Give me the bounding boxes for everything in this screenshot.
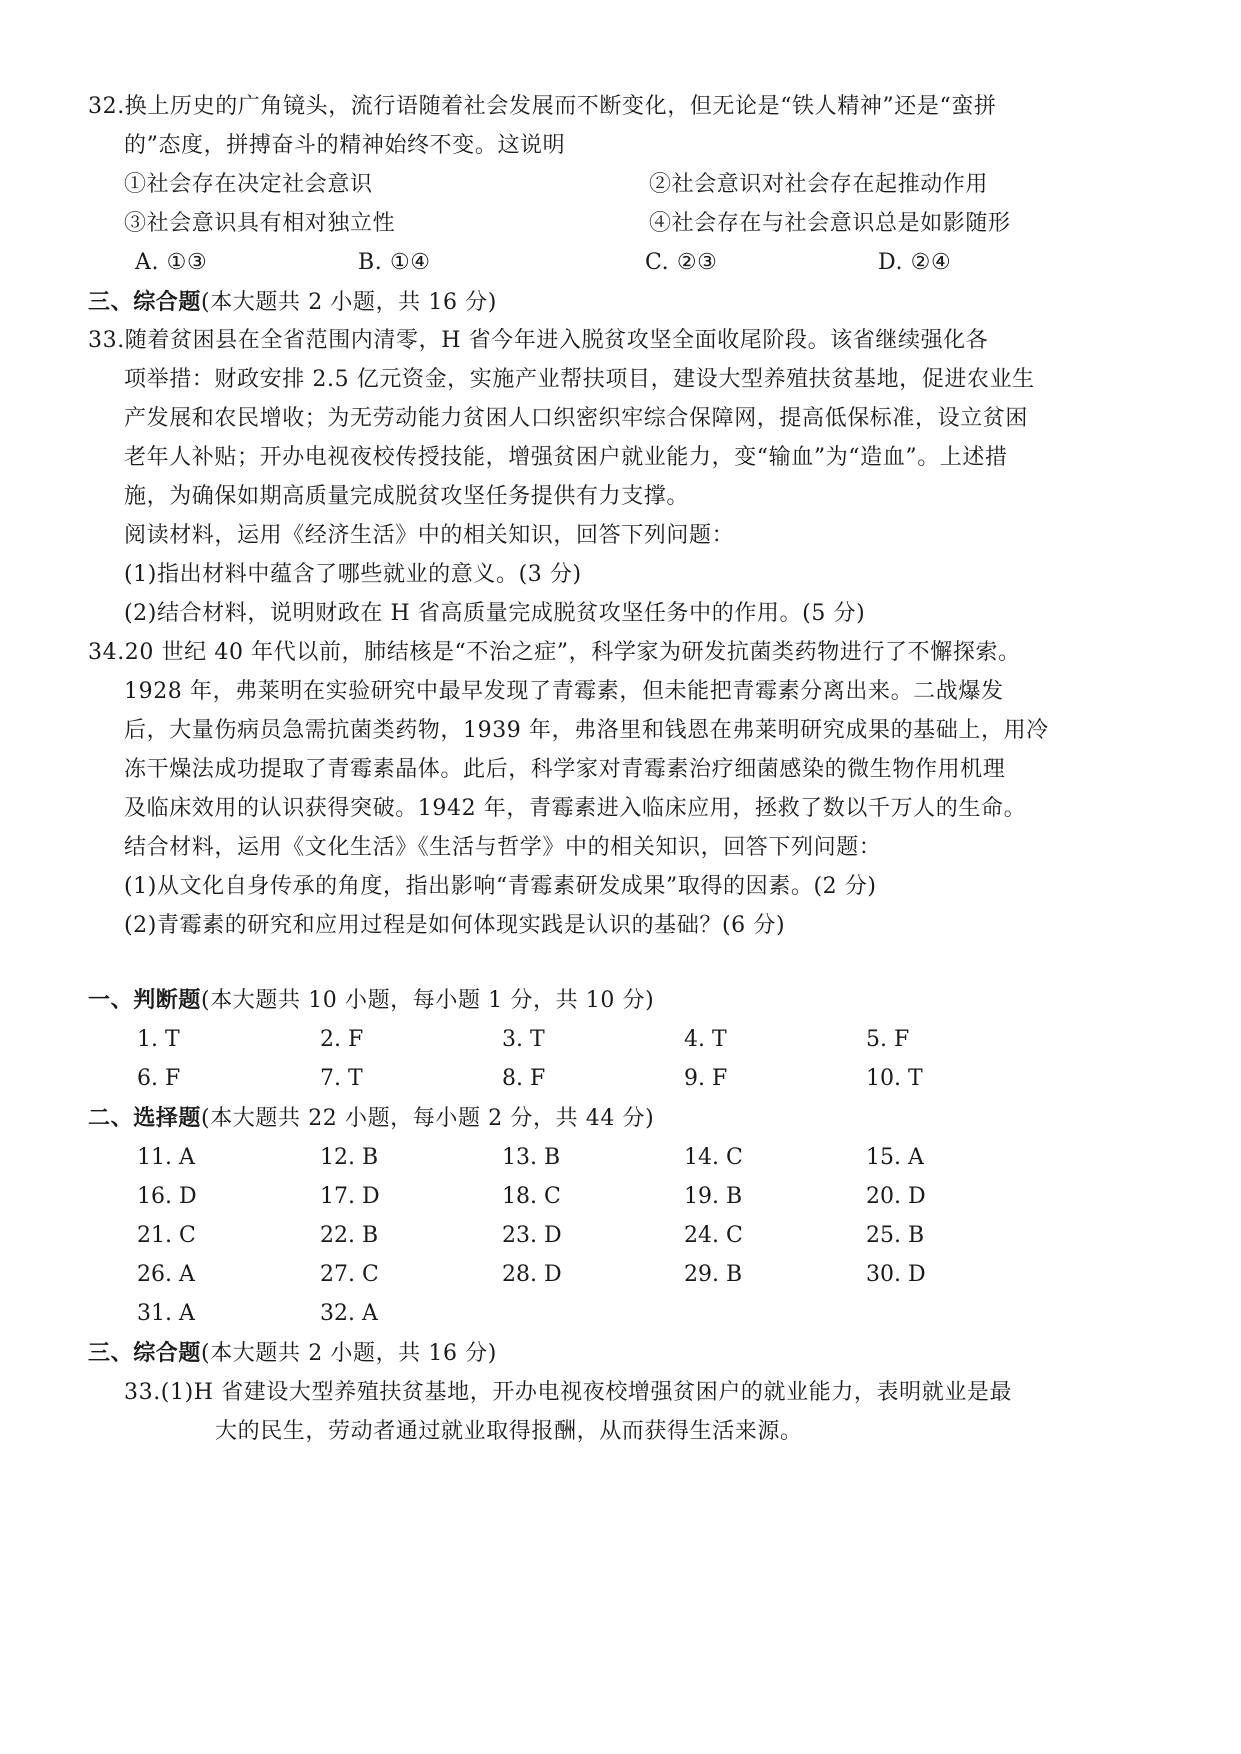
judge-answer: 1. T (137, 1027, 180, 1052)
answers-judge-note: (本大题共 10 小题，每小题 1 分，共 10 分) (201, 988, 655, 1013)
choice-answer: 12. B (320, 1145, 379, 1170)
choice-answer: 26. A (137, 1262, 195, 1287)
choice-answer: 15. A (866, 1145, 924, 1170)
answers-comp-title: 三、综合题 (88, 1340, 202, 1366)
choice-answer: 22. B (320, 1223, 379, 1248)
choice-answer: 32. A (320, 1301, 378, 1326)
answers-comp-note: (本大题共 2 小题，共 16 分) (201, 1341, 497, 1366)
q32-choice-d: D. ②④ (878, 250, 952, 275)
q33-line1: 33.随着贫困县在全省范围内清零，H 省今年进入脱贫攻坚全面收尾阶段。该省继续强化各 (88, 328, 989, 353)
choice-answer: 20. D (866, 1184, 926, 1209)
choice-answer: 31. A (137, 1301, 195, 1326)
section3-note: (本大题共 2 小题，共 16 分) (201, 290, 497, 315)
choice-answer: 25. B (866, 1223, 925, 1248)
q32-choice-c: C. ②③ (645, 250, 718, 275)
judge-answer: 8. F (502, 1066, 546, 1091)
judge-answer: 4. T (684, 1027, 727, 1052)
q32-choice-a: A. ①③ (135, 250, 208, 275)
q34-line1: 34.20 世纪 40 年代以前，肺结核是“不治之症”，科学家为研发抗菌类药物进行了不懈探索。 (88, 640, 1021, 665)
q32-option-2: ②社会意识对社会存在起推动作用 (649, 172, 989, 197)
choice-answer: 14. C (684, 1145, 743, 1170)
answers-choice-title: 二、选择题 (88, 1105, 202, 1131)
q33-line2: 项举措：财政安排 2.5 亿元资金，实施产业帮扶项目，建设大型养殖扶贫基地，促进农业生 (124, 367, 1035, 392)
q33-sub2: (2)结合材料，说明财政在 H 省高质量完成脱贫攻坚任务中的作用。(5 分) (124, 601, 866, 626)
q34-sub1: (1)从文化自身传承的角度，指出影响“青霉素研发成果”取得的因素。(2 分) (124, 874, 877, 899)
answers-judge-heading (88, 985, 654, 1016)
judge-answer: 3. T (502, 1027, 545, 1052)
choice-answer: 17. D (320, 1184, 380, 1209)
q33-instruction: 阅读材料，运用《经济生活》中的相关知识，回答下列问题： (124, 523, 735, 548)
answers-choice-heading (88, 1103, 654, 1134)
q33-line5: 施，为确保如期高质量完成脱贫攻坚任务提供有力支撑。 (124, 484, 690, 509)
choice-answer: 23. D (502, 1223, 562, 1248)
choice-answer: 16. D (137, 1184, 197, 1209)
q34-line3: 后，大量伤病员急需抗菌类药物，1939 年，弗洛里和钱恩在弗莱明研究成果的基础上，用冷 (124, 718, 1049, 743)
answers-judge-title: 一、判断题 (88, 987, 202, 1013)
q34-instruction: 结合材料，运用《文化生活》《生活与哲学》中的相关知识，回答下列问题： (124, 835, 882, 860)
choice-answer: 13. B (502, 1145, 561, 1170)
judge-answer: 5. F (866, 1027, 910, 1052)
judge-answer: 10. T (866, 1066, 923, 1091)
q34-sub2: (2)青霉素的研究和应用过程是如何体现实践是认识的基础？(6 分) (124, 913, 786, 938)
choice-answer: 28. D (502, 1262, 562, 1287)
choice-answer: 18. C (502, 1184, 561, 1209)
q33-line4: 老年人补贴；开办电视夜校传授技能，增强贫困户就业能力，变“输血”为“造血”。上述措 (124, 445, 1008, 470)
q32-option-1: ①社会存在决定社会意识 (124, 172, 373, 197)
q33-answer-line2: 大的民生，劳动者通过就业取得报酬，从而获得生活来源。 (215, 1419, 803, 1444)
choice-answer: 11. A (137, 1145, 195, 1170)
q33-line3: 产发展和农民增收；为无劳动能力贫困人口织密织牢综合保障网，提高低保标准，设立贫困 (124, 406, 1029, 431)
q33-sub1: (1)指出材料中蕴含了哪些就业的意义。(3 分) (124, 562, 582, 587)
judge-answer: 7. T (320, 1066, 363, 1091)
choice-answer: 29. B (684, 1262, 743, 1287)
q34-line4: 冻干燥法成功提取了青霉素晶体。此后，科学家对青霉素治疗细菌感染的微生物作用机理 (124, 757, 1006, 782)
q32-choice-b: B. ①④ (358, 250, 431, 275)
q34-line5: 及临床效用的认识获得突破。1942 年，青霉素进入临床应用，拯救了数以千万人的生命。 (124, 796, 1027, 821)
choice-answer: 27. C (320, 1262, 379, 1287)
answers-comp-heading (88, 1338, 497, 1369)
choice-answer: 19. B (684, 1184, 743, 1209)
q32-stem-line2: 的”态度，拼搏奋斗的精神始终不变。这说明 (124, 133, 566, 158)
choice-answer: 24. C (684, 1223, 743, 1248)
choice-answer: 30. D (866, 1262, 926, 1287)
q32-option-3: ③社会意识具有相对独立性 (124, 211, 396, 236)
q34-line2: 1928 年，弗莱明在实验研究中最早发现了青霉素，但未能把青霉素分离出来。二战爆发 (124, 679, 1004, 704)
q32-stem-line1: 32.换上历史的广角镜头，流行语随着社会发展而不断变化，但无论是“铁人精神”还是“蛮拼 (88, 94, 997, 119)
answers-choice-note: (本大题共 22 小题，每小题 2 分，共 44 分) (201, 1106, 655, 1131)
q33-answer-line1: 33.(1)H 省建设大型养殖扶贫基地，开办电视夜校增强贫困户的就业能力，表明就业是最 (124, 1380, 1013, 1405)
section3-title: 三、综合题 (88, 289, 202, 315)
section3-heading (88, 287, 497, 318)
q32-option-4: ④社会存在与社会意识总是如影随形 (649, 211, 1011, 236)
judge-answer: 6. F (137, 1066, 181, 1091)
judge-answer: 2. F (320, 1027, 364, 1052)
choice-answer: 21. C (137, 1223, 196, 1248)
judge-answer: 9. F (684, 1066, 728, 1091)
